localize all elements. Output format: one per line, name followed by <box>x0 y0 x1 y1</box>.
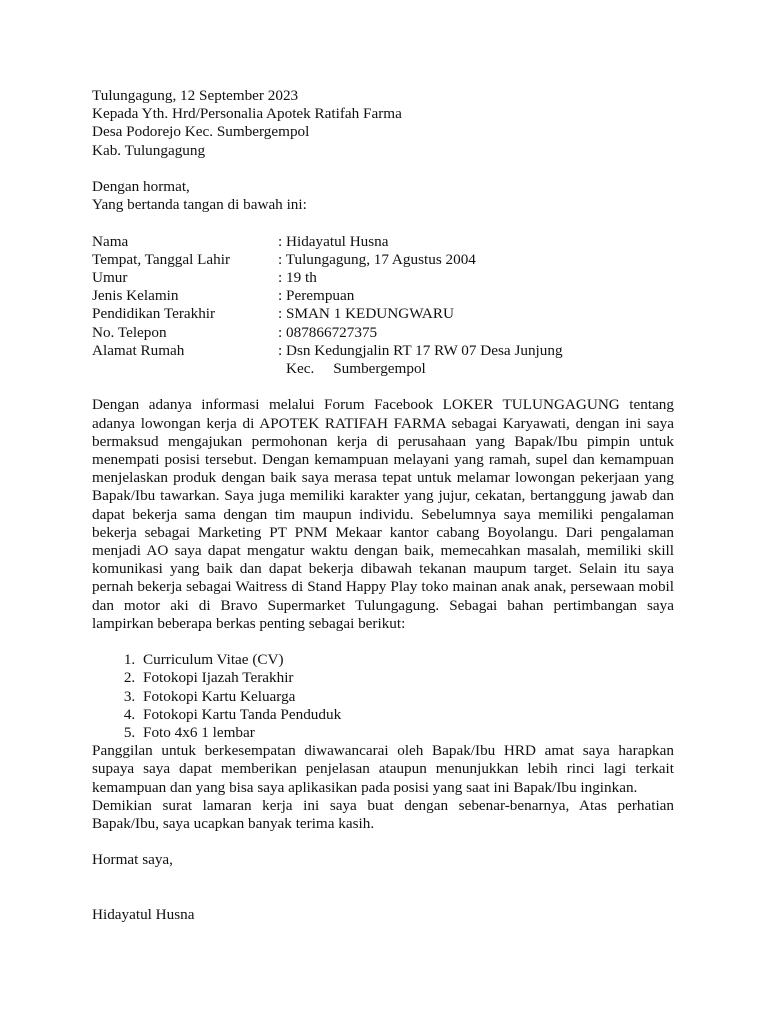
detail-label: Nama <box>92 232 129 250</box>
regards: Hormat saya, <box>92 851 173 869</box>
signature-space <box>92 870 674 906</box>
recipient-address-line-2: Kab. Tulungagung <box>92 141 206 159</box>
attachment-item: 1. Curriculum Vitae (CV) <box>139 651 674 669</box>
detail-value: : Perempuan <box>278 287 355 305</box>
detail-row-age <box>92 269 674 287</box>
attachment-item: 3. Fotokopi Kartu Keluarga <box>139 688 674 706</box>
spacer <box>92 378 674 396</box>
spacer <box>92 833 674 851</box>
place-date: Tulungagung, 12 September 2023 <box>92 87 299 104</box>
detail-label: No. Telepon <box>92 323 167 341</box>
detail-row-name <box>92 233 674 251</box>
closing-paragraph: Demikian surat lamaran kerja ini saya buat dengan sebenar-benarnya, Atas perhatian Bapak/Ibu, saya ucapkan banyak terima kasih. <box>92 796 674 833</box>
greeting: Dengan hormat, <box>92 178 190 195</box>
detail-row-address <box>92 342 674 360</box>
attachment-item: 2. Fotokopi Ijazah Terakhir <box>139 669 674 687</box>
detail-value: : Dsn Kedungjalin RT 17 RW 07 Desa Junjung <box>278 341 563 359</box>
detail-row-education <box>92 305 674 323</box>
detail-value: : SMAN 1 KEDUNGWARU <box>278 305 454 323</box>
interview-paragraph: Panggilan untuk berkesempatan diwawancarai oleh Bapak/Ibu HRD amat saya harapkan supaya saya dapat memberikan penjelasan ataupun menunjukkan lebih rinci lagi terkait kemampuan dan yang bisa saya aplikasikan pada posisi yang saat ini Bapak/Ibu inginkan. <box>92 742 674 796</box>
body-paragraph: Dengan adanya informasi melalui Forum Facebook LOKER TULUNGAGUNG tentang adanya lowongan kerja di APOTEK RATIFAH FARMA sebagai Karyawati, dengan ini saya bermaksud mengajukan permohonan kerja di perusahaan yang Bapak/Ibu pimpin untuk menempati posisi tersebut. Dengan kemampuan melayani yang ramah, supel dan kemampuan menjelaskan produk dengan baik saya merasa tepat untuk melamar lowongan pekerjaan yang Bapak/Ibu tawarkan. Saya juga memiliki karakter yang jujur, cekatan, bertanggung jawab dan dapat bekerja sama dengan tim maupun individu. Sebelumnya saya memiliki pengalaman bekerja sebagai Marketing PT PNM Mekaar kantor cabang Boyolangu. Dari pengalaman menjadi AO saya dapat mengatur waktu dengan baik, memecahkan masalah, memiliki skill komunikasi yang baik dan dapat bekerja dibawah tekanan maupum target. Selain itu saya pernah bekerja sebagai Waitress di Stand Happy Play toko mainan anak anak, persewaan mobil dan motor aki di Bravo Supermarket Tulungagung. Sebagai bahan pertimbangan saya lampirkan beberapa berkas penting sebagai berikut: <box>92 396 674 632</box>
opening <box>92 178 674 214</box>
detail-row-birth <box>92 251 674 269</box>
detail-row-phone <box>92 324 674 342</box>
attachment-item: 4. Fotokopi Kartu Tanda Penduduk <box>139 706 674 724</box>
recipient: Kepada Yth. Hrd/Personalia Apotek Ratifah Farma <box>92 105 402 123</box>
spacer <box>92 633 674 651</box>
recipient-address-line-1: Desa Podorejo Kec. Sumbergempol <box>92 123 310 141</box>
detail-value: : Hidayatul Husna <box>278 232 389 250</box>
detail-label: Jenis Kelamin <box>92 287 179 305</box>
detail-label: Umur <box>92 269 128 286</box>
letter-page <box>92 87 674 924</box>
intro-text: Yang bertanda tangan di bawah ini: <box>92 196 307 214</box>
attachment-list <box>92 651 674 742</box>
detail-value: : 19 th <box>278 269 317 286</box>
detail-label: Pendidikan Terakhir <box>92 305 216 323</box>
detail-label: Tempat, Tanggal Lahir <box>92 250 231 268</box>
spacer <box>92 214 674 232</box>
detail-row-gender <box>92 287 674 305</box>
signatory-name: Hidayatul Husna <box>92 906 195 924</box>
detail-label: Alamat Rumah <box>92 341 185 359</box>
spacer <box>92 160 674 178</box>
detail-value: : 087866727375 <box>278 323 378 341</box>
address-continuation: Kec. Sumbergempol <box>286 360 426 378</box>
letter-header <box>92 87 674 160</box>
applicant-details <box>92 233 674 379</box>
attachment-item: 5. Foto 4x6 1 lembar <box>139 724 674 742</box>
detail-value: : Tulungagung, 17 Agustus 2004 <box>278 250 476 268</box>
